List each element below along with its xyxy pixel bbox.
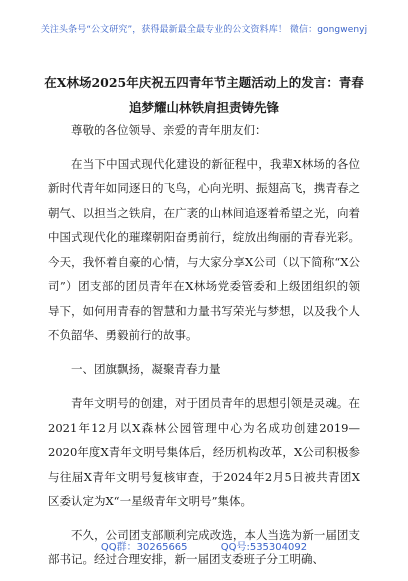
greeting-paragraph: 尊敬的各位领导、亲爱的青年朋友们： xyxy=(71,123,267,137)
paragraph-youth-civilization: 青年文明号的创建，对于团员青年的思想引领是灵魂。在2021年12月以X森林公园管理中心为名成功创建2019—2020年度X青年文明号集体后，经历机构改革，X公司积极参与往届X青年文明号复核审查，于2024年2月5日被共青团X区委认定为X“一星级青年文明号”集体。 xyxy=(48,396,360,508)
paragraph-intro: 在当下中国式现代化建设的新征程中，我辈X林场的各位新时代青年如同逐日的飞鸟，心向光明、振翅高飞，携青春之朝气、以担当之铁肩，在广袤的山林间追逐着希望之光，向着中国式现代化的璀璨朝阳奋勇前行，绽放出绚丽的青春光彩。今天，我怀着自豪的心情，与大家分享X公司（以下简称“X公司”）团支部的团员青年在X林场党委管委和上级团组织的领导下，如何用青春的智慧和力量书写荣光与梦想，以及我个人不负韶华、勇毅前行的故事。 xyxy=(48,156,360,342)
footer-qq-group: QQ群：30265665 xyxy=(100,542,188,553)
header-banner: 关注头条号“公文研究”，获得最新最全最专业的公文资料库！ 微信：gongwenyj xyxy=(40,25,368,35)
document-body xyxy=(48,118,360,581)
document-title xyxy=(40,70,368,120)
footer-contact xyxy=(0,538,408,553)
footer-qq-number: QQ号:535304092 xyxy=(220,542,308,553)
paragraph-election: 不久，公司团支部顺利完成改选，本人当选为新一届团支部书记。经过合理安排，新一届团支委班子分工明确、 xyxy=(48,527,360,566)
title-line-2: 追梦耀山林铁肩担责铸先锋 xyxy=(128,100,279,115)
section-heading-1: 一、团旗飘扬，凝聚青春力量 xyxy=(71,361,221,376)
title-line-1: 在X林场2025年庆祝五四青年节主题活动上的发言：青春 xyxy=(44,75,364,90)
